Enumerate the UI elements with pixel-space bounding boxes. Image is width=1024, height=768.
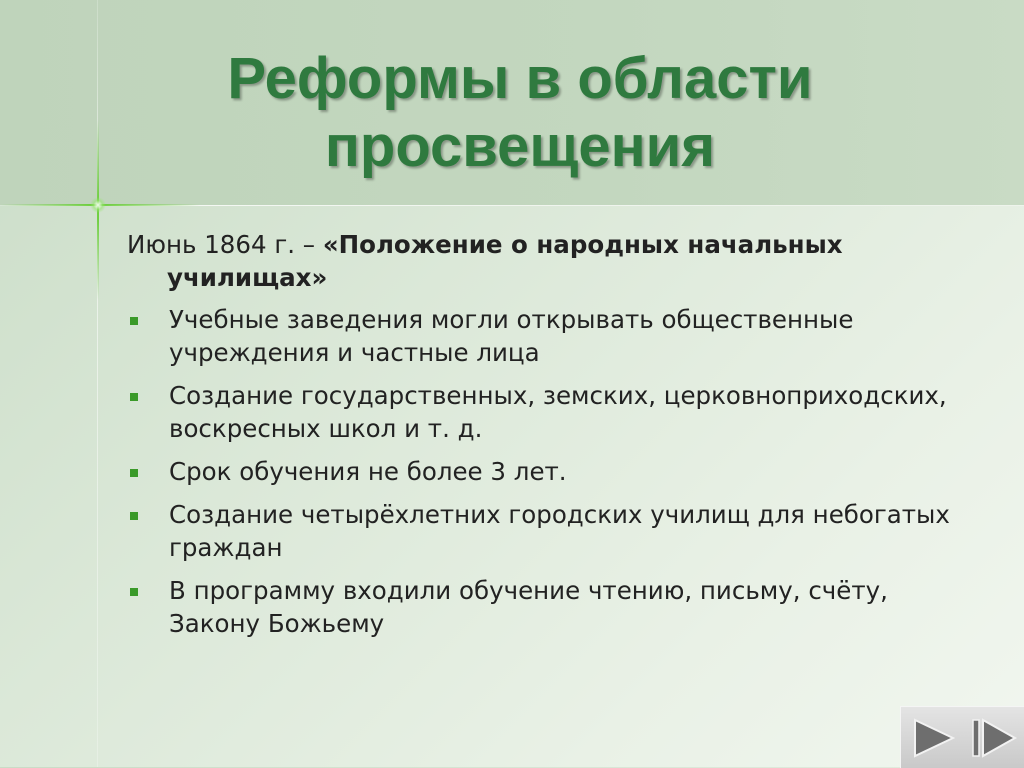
intro-paragraph <box>127 228 967 294</box>
slide-title-line-2: просвещения <box>324 114 716 179</box>
slide-title-line-1: Реформы в области <box>227 46 813 111</box>
list-item-text: В программу входили обучение чтению, письму, счёту, Закону Божьему <box>169 576 888 638</box>
square-bullet-icon <box>130 469 138 477</box>
play-triangle-icon <box>911 718 955 758</box>
list-item-text: Учебные заведения могли открывать общественные учреждения и частные лица <box>169 305 854 367</box>
slide-content <box>127 228 967 650</box>
list-item <box>127 574 967 640</box>
sparkle-star-icon <box>90 197 106 213</box>
bullet-list <box>127 303 967 640</box>
play-button[interactable] <box>905 715 961 761</box>
list-item-text: Создание четырёхлетних городских училищ для небогатых граждан <box>169 500 950 562</box>
list-item-text: Срок обучения не более 3 лет. <box>169 457 567 486</box>
square-bullet-icon <box>130 393 138 401</box>
square-bullet-icon <box>130 512 138 520</box>
decorative-vertical-line <box>97 0 98 767</box>
skip-to-end-icon <box>969 718 1019 758</box>
square-bullet-icon <box>130 317 138 325</box>
skip-to-end-button[interactable] <box>967 715 1021 761</box>
intro-date: Июнь 1864 г. – <box>127 230 323 259</box>
list-item-text: Создание государственных, земских, церковноприходских, воскресных школ и т. д. <box>169 381 947 443</box>
list-item <box>127 498 967 564</box>
intro-document-title: «Положение о народных начальных училищах» <box>167 230 843 292</box>
list-item <box>127 455 967 488</box>
square-bullet-icon <box>130 588 138 596</box>
slideshow-nav-panel <box>900 706 1024 768</box>
slide-title <box>100 45 940 181</box>
list-item <box>127 303 967 369</box>
list-item <box>127 379 967 445</box>
